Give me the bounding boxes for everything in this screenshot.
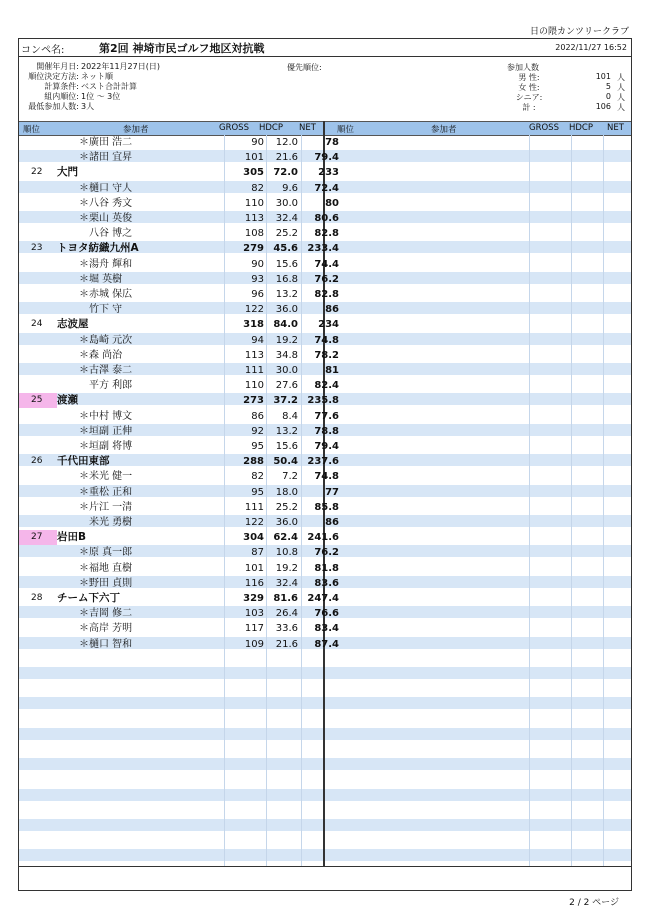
net-cell: 76.2 — [314, 273, 339, 285]
best-score-mark: ＊ — [79, 197, 89, 209]
net-cell: 86 — [325, 304, 339, 316]
member-row — [19, 439, 339, 454]
member-row — [19, 257, 339, 272]
net-cell: 77.6 — [314, 410, 339, 422]
hdcp-cell: 34.8 — [275, 349, 298, 361]
competition-header — [19, 39, 631, 57]
gross-cell: 101 — [244, 562, 264, 574]
col-participant-header-right: 参加者 — [431, 125, 457, 135]
gross-cell: 110 — [244, 197, 264, 209]
gross-cell: 108 — [244, 228, 264, 240]
hdcp-cell: 30.0 — [275, 197, 298, 209]
col-gross-header: GROSS — [219, 123, 249, 133]
member-name: 湯舟 輝和 — [89, 258, 133, 270]
team-rank: 26 — [31, 456, 43, 467]
best-score-mark: ＊ — [79, 486, 89, 498]
member-name: 中村 博文 — [89, 410, 133, 422]
best-score-mark: ＊ — [79, 365, 89, 376]
sheet-footer — [19, 866, 631, 890]
hdcp-cell: 16.8 — [275, 273, 298, 285]
member-row — [19, 333, 339, 348]
team-row — [19, 454, 339, 469]
gross-cell: 101 — [244, 152, 264, 164]
member-row — [19, 196, 339, 211]
net-cell: 76.6 — [314, 608, 339, 620]
member-name: 諸田 宜昇 — [89, 152, 133, 164]
net-cell: 87.4 — [314, 638, 339, 650]
col-hdcp-header-right: HDCP — [569, 123, 593, 133]
hdcp-cell: 32.4 — [275, 577, 298, 589]
info-key: 開催年月日: — [36, 62, 79, 71]
gross-cell: 288 — [243, 456, 264, 468]
hdcp-cell: 84.0 — [273, 319, 298, 331]
gross-cell: 279 — [243, 243, 264, 255]
member-name: 重松 正和 — [89, 486, 133, 498]
hdcp-cell: 27.6 — [275, 380, 298, 392]
hdcp-cell: 10.8 — [275, 547, 298, 559]
info-key: 組内順位: — [44, 92, 79, 101]
club-name: 日の隈カンツリークラブ — [529, 27, 629, 37]
member-name: 垣副 正伸 — [89, 425, 133, 437]
hdcp-cell: 62.4 — [273, 532, 298, 544]
info-key: 順位決定方法: — [28, 72, 79, 81]
net-cell: 82.8 — [314, 228, 339, 240]
net-cell: 235.8 — [307, 395, 339, 407]
net-cell: 79.4 — [314, 152, 339, 164]
info-value: 1位 ～ 3位 — [81, 92, 121, 101]
member-row — [19, 150, 339, 165]
gross-cell: 103 — [244, 608, 264, 620]
best-score-mark: ＊ — [79, 213, 89, 224]
competition-title: 第2回 神埼市民ゴルフ地区対抗戦 — [99, 42, 265, 55]
team-row — [19, 165, 339, 180]
best-score-mark: ＊ — [79, 349, 89, 361]
info-value: 3人 — [81, 102, 95, 111]
best-score-mark: ＊ — [79, 258, 89, 270]
member-row — [19, 621, 339, 636]
net-cell: 241.6 — [307, 532, 339, 544]
best-score-mark: ＊ — [79, 441, 89, 452]
member-name: 高岸 芳明 — [89, 623, 133, 635]
net-cell: 74.8 — [314, 471, 339, 483]
member-row — [19, 409, 339, 424]
gross-cell: 95 — [251, 441, 264, 452]
participants-label: 男 性: — [518, 73, 540, 82]
member-row — [19, 272, 339, 287]
net-cell: 78 — [325, 137, 339, 148]
hdcp-cell: 81.6 — [273, 593, 298, 604]
competition-label: コンペ名: — [21, 45, 65, 56]
member-name: 片江 一清 — [89, 501, 133, 513]
gross-cell: 82 — [251, 182, 264, 194]
member-row — [19, 485, 339, 500]
hdcp-cell: 21.6 — [275, 638, 298, 650]
row-stripe — [19, 789, 631, 801]
info-key: 最低参加人数: — [28, 102, 79, 111]
row-stripe — [19, 758, 631, 770]
member-row — [19, 576, 339, 591]
participants-count: 5 — [605, 82, 611, 91]
team-name: 志波屋 — [57, 318, 89, 331]
gross-cell: 92 — [251, 425, 264, 437]
hdcp-cell: 72.0 — [273, 167, 298, 179]
member-row — [19, 181, 339, 196]
participants-count: 0 — [605, 92, 611, 101]
hdcp-cell: 15.6 — [275, 441, 298, 452]
hdcp-cell: 30.0 — [275, 365, 298, 376]
best-score-mark: ＊ — [79, 501, 89, 513]
gross-cell: 86 — [251, 410, 264, 422]
member-name: 垣副 将博 — [89, 441, 133, 452]
gross-cell: 82 — [251, 471, 264, 483]
team-name: トヨタ紡織九州A — [57, 242, 139, 255]
hdcp-cell: 32.4 — [275, 213, 298, 224]
net-cell: 78.2 — [314, 349, 339, 361]
net-cell: 74.8 — [314, 334, 339, 346]
competition-info — [19, 57, 631, 119]
team-rank: 22 — [31, 167, 43, 178]
member-row — [19, 363, 339, 378]
member-name: 堀 英樹 — [89, 273, 123, 285]
gross-cell: 111 — [244, 365, 264, 376]
printed-datetime: 2022/11/27 16:52 — [555, 43, 627, 52]
gross-cell: 318 — [243, 319, 264, 331]
member-name: 樋口 智和 — [89, 638, 133, 650]
participants-label: 女 性: — [518, 83, 540, 92]
net-cell: 233.4 — [307, 243, 339, 255]
hdcp-cell: 36.0 — [275, 304, 298, 316]
member-name: 福地 直樹 — [89, 562, 133, 574]
column-rule — [529, 135, 530, 867]
gross-cell: 113 — [244, 349, 264, 361]
hdcp-cell: 21.6 — [275, 152, 298, 164]
gross-cell: 117 — [244, 623, 264, 635]
col-hdcp-header: HDCP — [259, 123, 283, 133]
hdcp-cell: 12.0 — [275, 137, 298, 148]
net-cell: 81 — [325, 365, 339, 376]
hdcp-cell: 19.2 — [275, 562, 298, 574]
team-name: 渡瀬 — [57, 394, 78, 407]
member-name: 竹下 守 — [89, 304, 123, 316]
member-name: 島崎 元次 — [89, 334, 133, 346]
results-sheet — [18, 38, 632, 891]
team-name: チーム下六丁 — [57, 592, 120, 604]
member-row — [19, 211, 339, 226]
team-name: 大門 — [57, 166, 78, 179]
member-row — [19, 469, 339, 484]
info-row — [19, 101, 94, 112]
hdcp-cell: 7.2 — [282, 471, 298, 483]
team-row — [19, 530, 339, 545]
member-name: 栗山 英俊 — [89, 213, 133, 224]
table-header — [19, 121, 631, 136]
best-score-mark: ＊ — [79, 410, 89, 422]
team-row — [19, 393, 339, 408]
team-rank: 25 — [19, 393, 57, 408]
net-cell: 85.8 — [314, 501, 339, 513]
member-name: 原 真一郎 — [89, 547, 133, 559]
net-cell: 78.8 — [314, 425, 339, 437]
hdcp-cell: 8.4 — [282, 410, 298, 422]
col-gross-header-right: GROSS — [529, 123, 559, 133]
row-stripe — [19, 728, 631, 740]
hdcp-cell: 33.6 — [275, 623, 298, 635]
gross-cell: 94 — [251, 334, 264, 346]
net-cell: 80 — [325, 197, 339, 209]
team-rank: 23 — [31, 243, 43, 254]
team-rank: 24 — [31, 319, 43, 330]
member-name: 廣田 浩二 — [89, 137, 133, 148]
net-cell: 233 — [318, 167, 339, 179]
hdcp-cell: 19.2 — [275, 334, 298, 346]
gross-cell: 90 — [251, 258, 264, 270]
col-rank-header: 順位 — [23, 125, 41, 135]
member-name: 米光 健一 — [89, 471, 133, 483]
hdcp-cell: 50.4 — [273, 456, 298, 468]
net-cell: 74.4 — [314, 258, 339, 270]
hdcp-cell: 26.4 — [275, 608, 298, 620]
member-name: 八谷 秀文 — [89, 197, 133, 209]
best-score-mark: ＊ — [79, 334, 89, 346]
net-cell: 76.2 — [314, 547, 339, 559]
team-name: 岩田B — [57, 531, 87, 544]
member-name: 古澤 泰二 — [89, 365, 133, 376]
gross-cell: 87 — [251, 547, 264, 559]
column-rule — [603, 135, 604, 867]
participants-unit: 人 — [617, 73, 625, 82]
member-row — [19, 500, 339, 515]
hdcp-cell: 18.0 — [275, 486, 298, 498]
participants-row — [507, 102, 625, 113]
info-key: 計算条件: — [44, 82, 79, 91]
gross-cell: 109 — [244, 638, 264, 650]
team-row — [19, 317, 339, 332]
best-score-mark: ＊ — [79, 289, 89, 300]
best-score-mark: ＊ — [79, 638, 89, 650]
gross-cell: 122 — [244, 304, 264, 316]
team-name: 千代田東部 — [57, 455, 110, 468]
net-cell: 72.4 — [314, 182, 339, 194]
gross-cell: 113 — [244, 213, 264, 224]
best-score-mark: ＊ — [79, 137, 89, 148]
col-participant-header: 参加者 — [123, 125, 149, 135]
net-cell: 77 — [325, 486, 339, 498]
info-value: 2022年11月27日(日) — [81, 62, 160, 71]
member-name: 米光 勇樹 — [89, 517, 133, 528]
row-stripe — [19, 819, 631, 831]
hdcp-cell: 25.2 — [275, 228, 298, 240]
member-row — [19, 135, 339, 150]
gross-cell: 111 — [244, 501, 264, 513]
best-score-mark: ＊ — [79, 182, 89, 194]
member-row — [19, 424, 339, 439]
info-value: ネット順 — [81, 72, 113, 81]
best-score-mark: ＊ — [79, 562, 89, 574]
member-name: 赤城 保広 — [89, 289, 133, 300]
net-cell: 79.4 — [314, 441, 339, 452]
gross-cell: 329 — [243, 593, 264, 604]
row-stripe — [19, 667, 631, 679]
hdcp-cell: 13.2 — [275, 289, 298, 300]
team-rank: 28 — [31, 593, 43, 603]
team-row — [19, 241, 339, 256]
gross-cell: 110 — [244, 380, 264, 392]
participants-unit: 人 — [617, 103, 625, 112]
best-score-mark: ＊ — [79, 152, 89, 164]
member-row — [19, 515, 339, 530]
member-row — [19, 378, 339, 393]
participants-title: 参加人数 — [507, 63, 539, 72]
priority-label: 優先順位: — [287, 63, 322, 72]
hdcp-cell: 15.6 — [275, 258, 298, 270]
best-score-mark: ＊ — [79, 425, 89, 437]
team-rank: 27 — [19, 530, 57, 545]
best-score-mark: ＊ — [79, 577, 89, 589]
best-score-mark: ＊ — [79, 273, 89, 285]
net-cell: 86 — [325, 517, 339, 528]
best-score-mark: ＊ — [79, 547, 89, 559]
participants-count: 101 — [595, 72, 611, 81]
col-rank-header-right: 順位 — [337, 125, 355, 135]
gross-cell: 90 — [251, 137, 264, 148]
net-cell: 234 — [318, 319, 339, 331]
gross-cell: 93 — [251, 273, 264, 285]
team-row — [19, 591, 339, 606]
hdcp-cell: 25.2 — [275, 501, 298, 513]
best-score-mark: ＊ — [79, 608, 89, 620]
member-name: 樋口 守人 — [89, 182, 133, 194]
member-row — [19, 348, 339, 363]
member-row — [19, 545, 339, 560]
member-name: 森 尚治 — [89, 349, 123, 361]
net-cell: 82.8 — [314, 289, 339, 300]
member-row — [19, 226, 339, 241]
participants-unit: 人 — [617, 83, 625, 92]
member-name: 平方 利郎 — [89, 380, 133, 392]
member-row — [19, 287, 339, 302]
col-net-header: NET — [299, 123, 316, 133]
row-stripe — [19, 697, 631, 709]
gross-cell: 273 — [243, 395, 264, 407]
hdcp-cell: 13.2 — [275, 425, 298, 437]
gross-cell: 122 — [244, 517, 264, 528]
net-cell: 247.4 — [307, 593, 339, 604]
hdcp-cell: 37.2 — [273, 395, 298, 407]
best-score-mark: ＊ — [79, 471, 89, 483]
member-row — [19, 302, 339, 317]
best-score-mark: ＊ — [79, 623, 89, 635]
net-cell: 81.8 — [314, 562, 339, 574]
hdcp-cell: 45.6 — [273, 243, 298, 255]
member-name: 野田 貞則 — [89, 577, 133, 589]
hdcp-cell: 36.0 — [275, 517, 298, 528]
results-table — [19, 121, 631, 867]
member-row — [19, 561, 339, 576]
member-row — [19, 606, 339, 621]
participants-unit: 人 — [617, 93, 625, 102]
row-stripe — [19, 849, 631, 861]
gross-cell: 116 — [244, 577, 264, 589]
net-cell: 82.4 — [314, 380, 339, 392]
member-name: 吉岡 修二 — [89, 608, 133, 620]
net-cell: 80.6 — [314, 213, 339, 224]
net-cell: 83.4 — [314, 623, 339, 635]
participants-label: 計 : — [522, 103, 536, 112]
column-rule — [571, 135, 572, 867]
net-cell: 237.6 — [307, 456, 339, 468]
member-row — [19, 637, 339, 652]
info-value: ベスト合計計算 — [81, 82, 137, 91]
hdcp-cell: 9.6 — [282, 182, 298, 194]
col-net-header-right: NET — [607, 123, 624, 133]
net-cell: 83.6 — [314, 577, 339, 589]
gross-cell: 96 — [251, 289, 264, 300]
page-indicator: 2 / 2 ページ — [569, 898, 619, 908]
gross-cell: 304 — [243, 532, 264, 544]
participants-count: 106 — [595, 102, 611, 111]
member-name: 八谷 博之 — [89, 228, 133, 240]
gross-cell: 95 — [251, 486, 264, 498]
participants-label: シニア: — [515, 93, 543, 102]
gross-cell: 305 — [243, 167, 264, 179]
